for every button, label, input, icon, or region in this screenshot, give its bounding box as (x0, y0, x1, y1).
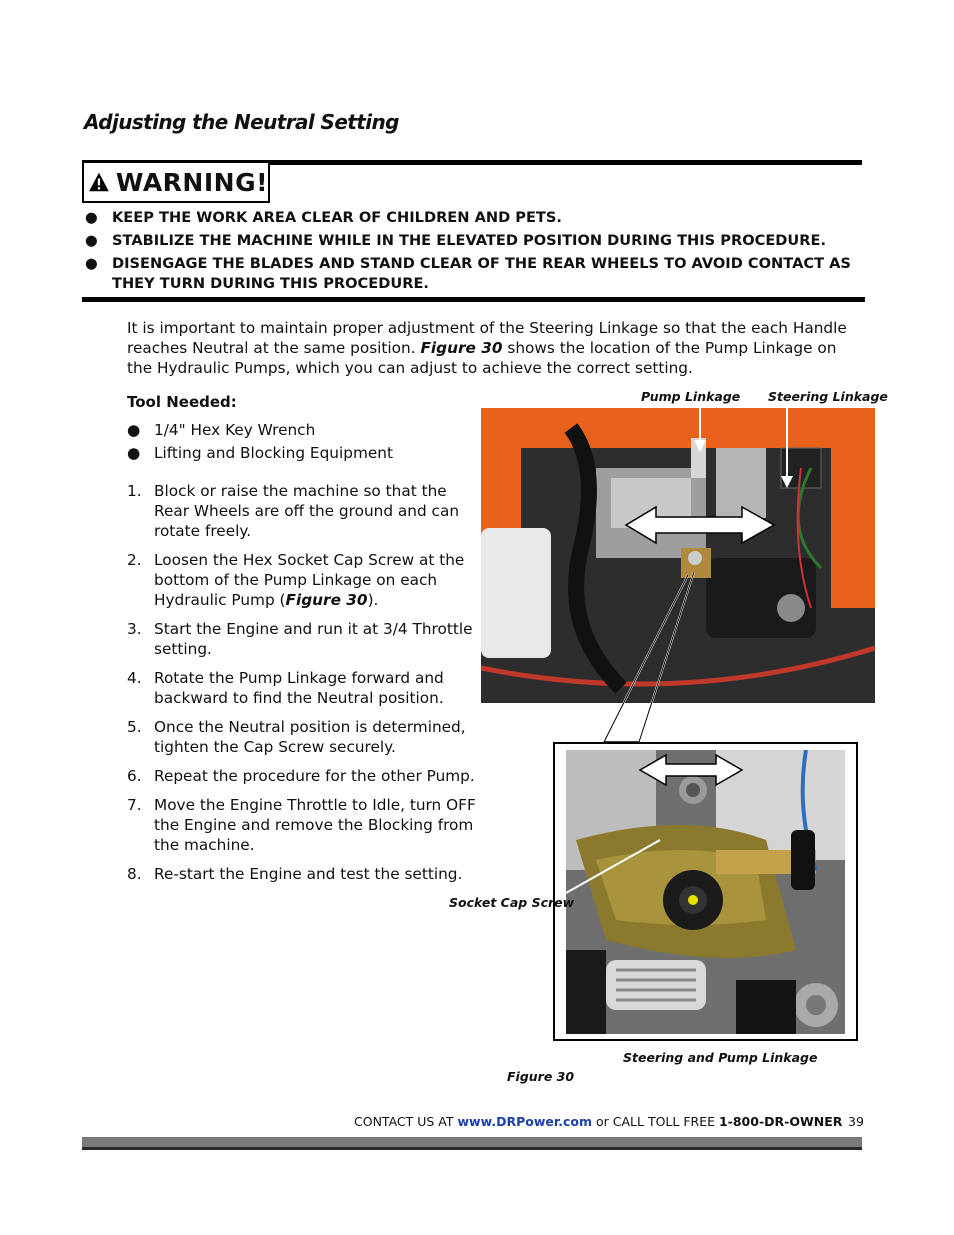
step-item: 5. Once the Neutral position is determined, tighten the Cap Screw securely. (127, 718, 466, 756)
footer-rule (82, 1137, 862, 1147)
warning-bottom-rule (82, 297, 865, 302)
procedure-steps (127, 481, 477, 893)
footer-contact: CONTACT US AT www.DRPower.com or CALL TOLL FREE 1-800-DR-OWNER (354, 1114, 843, 1129)
figure-reference: Figure 30 (420, 339, 503, 357)
warning-banner (82, 161, 270, 203)
bullet-icon: ● (85, 255, 98, 272)
warning-label: WARNING! (115, 167, 268, 197)
step-item: 4. Rotate the Pump Linkage forward and backward to find the Neutral position. (127, 669, 444, 707)
step-item: 6. Repeat the procedure for the other Pump. (127, 767, 475, 785)
label-pump-linkage: Pump Linkage (641, 389, 741, 404)
step-item: 3. Start the Engine and run it at 3/4 Throttle setting. (127, 620, 473, 658)
inset-caption: Steering and Pump Linkage (623, 1050, 818, 1065)
step-item: 1. Block or raise the machine so that the Rear Wheels are off the ground and can rotate freely. (127, 482, 460, 540)
tool-item: ● Lifting and Blocking Equipment (127, 444, 393, 462)
label-socket-cap-screw: Socket Cap Screw (449, 895, 575, 910)
bullet-icon: ● (85, 232, 98, 249)
figure-caption: Figure 30 (507, 1069, 575, 1084)
phone-number: 1-800-DR-OWNER (718, 1114, 843, 1129)
linkage-closeup-illustration (566, 750, 845, 1034)
intro-paragraph: It is important to maintain proper adjustment of the Steering Linkage so that the each Handle reaches Neutral at the same position. Figure 30 shows the location of the Pump Linkage on the Hydraulic Pumps, which you can adjust to achieve the correct setting. (127, 319, 847, 377)
label-steering-linkage: Steering Linkage (768, 389, 888, 404)
section-title: Adjusting the Neutral Setting (84, 110, 399, 134)
tools-heading: Tool Needed: (127, 393, 237, 411)
website-link[interactable]: www.DRPower.com (457, 1114, 593, 1129)
step-item: 2. Loosen the Hex Socket Cap Screw at the bottom of the Pump Linkage on each Hydraulic Pump (Figure 30). (127, 551, 465, 609)
warning-triangle-icon (88, 164, 110, 200)
warning-item: ● DISENGAGE THE BLADES AND STAND CLEAR OF THE REAR WHEELS TO AVOID CONTACT AS THEY TURN DURING THIS PROCEDURE. (85, 255, 851, 292)
step-item: 7. Move the Engine Throttle to Idle, turn OFF the Engine and remove the Blocking from the machine. (127, 796, 476, 854)
warning-item: ● KEEP THE WORK AREA CLEAR OF CHILDREN AND PETS. (85, 209, 562, 226)
tool-item: ● 1/4" Hex Key Wrench (127, 421, 316, 439)
tools-list (127, 420, 467, 466)
engine-photo-illustration (481, 408, 875, 703)
page-number: 39 (848, 1114, 864, 1129)
linkage-closeup-photo (566, 750, 845, 1034)
warning-list (84, 208, 854, 297)
bullet-icon: ● (127, 444, 141, 462)
figure-reference: Figure 30 (285, 591, 368, 609)
warning-item: ● STABILIZE THE MACHINE WHILE IN THE ELEVATED POSITION DURING THIS PROCEDURE. (85, 232, 827, 249)
bullet-icon: ● (127, 421, 141, 439)
bullet-icon: ● (85, 209, 98, 226)
step-item: 8. Re-start the Engine and test the setting. (127, 865, 463, 883)
engine-photo (481, 408, 875, 703)
footer-rule-dark (82, 1147, 862, 1150)
